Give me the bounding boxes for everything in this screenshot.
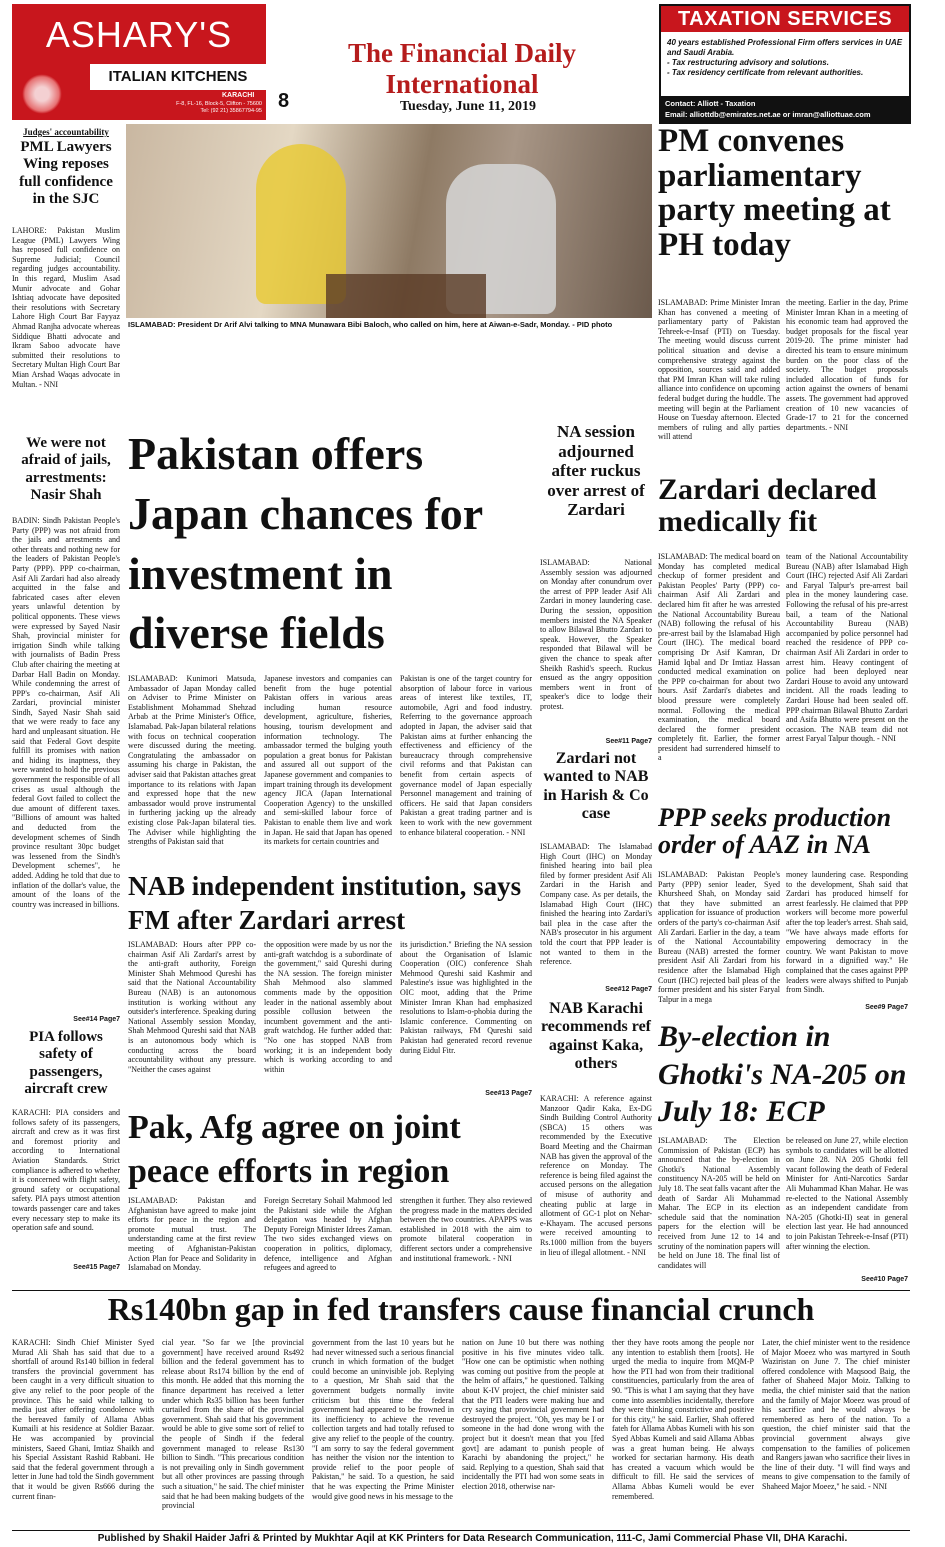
pm-headline: PM convenes parliamentary party meeting at PH today <box>658 124 891 263</box>
ghotki-ref: See#10 Page7 <box>861 1276 908 1283</box>
page-number: 8 <box>278 90 290 112</box>
taxation-title: TAXATION SERVICES <box>661 6 909 32</box>
zardari-fit-col-2: team of the National Accountability Bureau (NAB) after Islamabad High Court (IHC) rejected Asif Ali Zardari and Faryal Talpur's pre-arrest bail plea in the money laundering case. Following the refusal of his pre-arrest bail, a team of the National Accountability Bureau (NAB) accompanied by police personnel had reached the residence of PPP co-chairman Asif Ali Zardari in order to arrest him. Heavy contingent of police had been deployed near Zardari House to avoid any untoward incident. All the roads leading to Zardari House had been sealed off. PPP chairman Bilawal Bhutto Zardari and Asifa Bhutto were present on the occasion. The NAB team did not arrest Faryal Talpur though. - NNI <box>786 552 908 744</box>
ashary-brand: ASHARY'S <box>45 14 233 55</box>
left-column <box>12 127 120 1307</box>
japan-col-1: ISLAMABAD: Kunimori Matsuda, Ambassador of Japan Monday called on Adviser to Prime Minister on Establishment Mohammad Shehzad Arbab at the Prime Minister's Office, Islamabad. Pak-Japan bilateral relations with focus on technical cooperation were discussed during the meeting. Congratulating the ambassador on assuming his charge in Pakistan, the adviser said that Pakistan attaches great importance to its relations with Japan and expressed hope that the new ambassador would prove instrumental in furthering jacking up the already existing close Pak-Japan bilateral ties. The Adviser while highlighting the strengths of Pakistan said that <box>128 674 256 847</box>
zardari-fit-col-1: ISLAMABAD: The medical board on Monday has completed medical checkup of former president and Pakistan Peoples' Party (PPP) co-chairman Asif Ali Zardari and declared him fit after he was arrested the National Accountability Bureau (NAB) following the refusal of his pre-arrest bail by the Islamabad High Court (IHC). The medical board comprising Dr Asif Kamran, Dr Hamid Iqbal and Dr Imtiaz Hassan conducted medical examination on the PPP co-chairman for about two hours. Asif Zardari's diabetes and blood pressure were completely normal. Following the medical examination, the medical board declared the former president completely fit. Earlier, the former president had surrendered himself to a <box>658 552 780 763</box>
taxation-ad <box>659 4 911 124</box>
pak-afg-col-1: ISLAMABAD: Pakistan and Afghanistan have agreed to make joint efforts for peace in the region and promote mutual trust. The understanding came at the first review meeting of Afghanistan-Pakistan Action Plan for Peace and Solidarity in Islamabad on Monday. <box>128 1196 256 1273</box>
nab-karachi-text: KARACHI: A reference against Manzoor Qadir Kaka, Ex-DG Sindh Building Control Authority (SBCA) 15 others was recommended by the Executive Board Meeting and the Chairman NAB has given the approval of the reference on Monday. The reference is being filed against the accused persons on the allegation of misuse of authority and cheating public at large in allotment of GC-1 plot on Nehar-e-Khayam. The accused persons were received amounting to Rs.1000 million from the buyers in lieu of illegal allotment. - NNI <box>540 1094 652 1257</box>
pm-col-1: ISLAMABAD: Prime Minister Imran Khan has convened a meeting of parliamentary party of Pakistan Tehreek-e-Insaf (PTI) on Tuesday. The meeting would discuss current political situation and devise a comprehensive strategy against the opposition, sources said and added that PM Imran Khan will take ruling alliance into confidence on upcoming federal budget during the huddle. The meeting will begin at the Parliament House on Tuesday afternoon. Elected members of ruling and ally parties will attend <box>658 298 780 442</box>
left-ref-3: See#15 Page7 <box>73 1264 120 1271</box>
production-col-1: ISLAMABAD: Pakistan People's Party (PPP) senior leader, Syed Khursheed Shah, on Monday said that they have submitted an application for issuance of production orders of the party's co-chairman Asif Ali Zardari. Earlier in the day, a team of the National Accountability Bureau (NAB) arrested the former president Asif Ali Zardari from his residence after the Islamabad High Court (IHC) rejected bail pleas of the former president and his sister Faryal Talpur in a mega <box>658 870 780 1004</box>
japan-col-2: Japanese investors and companies can benefit from the huge potential Pakistan offers in various areas including human resource development, agriculture, fisheries, housing, tourism development and information technology. The ambassador termed the bulging youth population a great bonus for Pakistan and assured all out support of the Japanese government and companies to impart training through its development agency JICA (Japan International Cooperation Agency) to the unskilled and semi-skilled labour force of Pakistan to enable them live and work in Japan. He said that Japan has opened its markets for certain countries and <box>264 674 392 847</box>
na-text: ISLAMABAD: National Assembly session was adjourned on Monday after conundrum over the arrest of PPP leader Asif Ali Zardari in money laundering case. During the session, opposition members insisted the NA Speaker to allow Bilawal Bhutto Zardari to speak. However, the Speaker responded that Bilawal will be given the chance to speak after Sheikh Rashid's speech. Ruckus ensued as the angry opposition members went in front of speaker's dice to lodge their protest. <box>540 558 652 711</box>
ashary-city: KARACHI <box>222 92 255 99</box>
ghotki-headline: By-election in Ghotki's NA-205 on July 18: ECP <box>658 1020 907 1128</box>
ashary-ad <box>12 4 266 120</box>
ghotki-col-2: be released on June 27, while election symbols to candidates will be allotted on June 28. NA 205 Ghotki fell vacant following the death of Federal Minister for Anti-Narcotics Sardar Ali Muhammad Khan Mahar. He was re-elected to the National Assembly as an independent candidate from NA-205 (Ghotki-II) seat in general election last year. He had announced to join Pakistan Tehreek-e-Insaf (PTI) after winning the election. <box>786 1136 908 1251</box>
harish-ref: See#12 Page7 <box>605 986 652 993</box>
nab-karachi-headline: NAB Karachi recommends ref against Kaka, others <box>540 1000 652 1073</box>
imprint-footer: Published by Shakil Haider Jafri & Printed by Mukhtar Aqil at KK Printers for Data Research Communication, 111-C, Jami Commercial Phase VII, DHA Karachi. <box>97 1533 848 1544</box>
pm-col-2: the meeting. Earlier in the day, Prime Minister Imran Khan in a meeting of his economic team had approved the budget proposals for the fiscal year 2019-20. The prime minister had directed his team to ensure minimum burden on the poor class of the society. The budget proposals included allocation of funds for action against the owners of benami assets. The government had approved creation of 10 new vacancies of Grade-17 to 21 for the concerned departments. - NNI <box>786 298 908 432</box>
na-ref: See#11 Page7 <box>605 738 652 745</box>
crunch-col-6: Later, the chief minister went to the residence of Major Moeez who was martyred in South Waziristan on June 7. The chief minister offered condolence with Maqsood Baig, the father of Shaheed Major Moiz. Talking to media, the chief minister said that the nation and the family of Major Moeez was proud of his sacrifice and he would always be remembered as hero of the nation. To a question, the chief minister said that the provincial government always give compensation to the families of policemen and Rangers jawan who sacrifice their lives in the line of their duty. "I will find ways and means to give compensation to the family of Shaheed Major Moeez," he said. - NNI <box>762 1338 910 1491</box>
ashary-sub: ITALIAN KITCHENS <box>90 64 266 90</box>
left-story-1: LAHORE: Pakistan Muslim League (PML) Lawyers Wing has reposed full confidence on Supreme Judicial; Council regarding judges accountability. In this regard, Muslim Asad Munir advocate and Gohar Ishtiaq advocate have deposited their resolutions with Secretary Lahore High Court Bar Fayyaz Ahmad Ranjha advocate whereas Siddique Bhatti advocate and Ikram Saboo advocate have submitted their resolutions to Secretary Multan High Court Bar Mian Arshad Waqas advocate in Multan. - NNI <box>12 226 120 389</box>
left-story-2: BADIN: Sindh Pakistan People's Party (PPP) was not afraid from the jails and arrestments and other threats and nothing new for the leaders of Pakistan People's Party (PPP). PPP co-chairman, Asif Ali Zardari had also already acquitted in the false and fabricated cases after eleven years unlawful detention by political opponents. These views were expressed by Sayed Nasir Shah, provincial minister for irrigation Sindh while talking with journalists of Badin Press Club after chairing the meeting at Darbar Hall Badin on Monday. While condemning the arrest of PPP's co-chairman, Asif Ali Zardari, provincial minister Sindh, Sayed Nasir Shah said that we were ready to face any hard and unpleasant situation. He said that Federal Govt despite fulfill its promises with nation and hiding its inaptness, they were wanted to hold the previous government the responsible of all crises as usual although the federal Govt failed to collect the due amount of different taxes. "Billions of amount was halted and deducted from the development schemes of Sindh province resultant 30pc budget was lessened from the Sindh's Development schemes", he added. Adding he told that due to inflation of the dollar's value, the amount of the loans of the country was increased in billions. <box>12 516 120 909</box>
japan-col-3: Pakistan is one of the target country for absorption of labour force in various areas of interest like textiles, IT, automobile, Agri and food industry. Referring to the governance approach adopted in Japan, the adviser said that Pakistan aims at further enhancing the effectiveness and efficiency of the bureaucracy through comprehensive civil reforms and that Pakistan can benefit from certain aspects of governance model of Japan especially Personnel management and training of officers. He said that Japan considers Pakistan a great trading partner and is keen to work with the new government to enhance bilateral cooperation. - NNI <box>400 674 532 837</box>
issue-date: Tuesday, June 11, 2019 <box>400 99 537 114</box>
pak-afg-col-2: Foreign Secretary Sohail Mahmood led the Pakistani side while the Afghan delegation was headed by Afghan Deputy Foreign Minister Idrees Zaman. The two sides exchanged views on cooperation in politics, diplomacy, defence, intelligence and Afghan refugees and agreed to <box>264 1196 392 1273</box>
taxation-body: 40 years established Professional Firm offers services in UAE and Saudi Arabia. - Tax restructuring advisory and solutions. - Tax residency certificate from relevant authorities. <box>667 38 903 77</box>
pak-afg-headline: Pak, Afg agree on joint peace efforts in region <box>128 1109 461 1191</box>
ashary-address: F-8, FL-16, Block-5, Clifton - 75600 Tel: (92 21) 35867794-95 <box>176 101 262 114</box>
zardari-fit-headline: Zardari declared medically fit <box>658 474 877 537</box>
photo-desk <box>326 274 486 318</box>
news-photo <box>126 124 652 318</box>
nab-fm-col-3: its jurisdiction." Briefing the NA session about the Organisation of Islamic Cooperation (OIC) conference Shah Mehmood Qureshi said Kashmir and Palestine's issue was highlighted in the OIC moot, adding that the Prime Minister Imran Khan had emphasized resolutions to Islam-o-phobia during the Islamic conference. Commenting on Pakistan railways, FM Qureshi said Pakistan had generated record revenue during Eidul Fitr. <box>400 940 532 1055</box>
crunch-col-4: nation on June 10 but there was nothing positive in his five minutes video talk. "How one can be optimistic when nothing was coming out positive from the people at the helm of affairs," he questioned. Talking about K-IV project, the chief minister said that the PTI leaders were making hue and cry saying that provincial government had destroyed the project. "Oh, yes may be I or someone in the had done wrong with the project but it doesn't mean that you [fed govt] are adamant to punish people of Karachi by abandoning the project," he said. Replying to a question, Shah said that incidentally the PTI had won some seats in election 2018, otherwise nar- <box>462 1338 604 1491</box>
section-rule <box>12 1290 910 1291</box>
crunch-col-1: KARACHI: Sindh Chief Minister Syed Murad Ali Shah has said that due to a shortfall of around Rs140 billion in federal transfers the provincial government has been caught in a very difficult situation to give any relief to the poor people of the province. This he said while talking to media just after offering condolence with the bereaved family of Allama Abbas Kumaili at his residence at Soldier Bazaar. He was accompanied by provincial ministers, Saeed Ghani, Imtiaz Shaikh and his Special Assistant Rashid Rabbani. He said that the federal government through a letter in June had told the Sindh government that it would be given Rs666 during the current finan- <box>12 1338 154 1501</box>
production-ref: See#9 Page7 <box>865 1004 908 1011</box>
nab-fm-ref: See#13 Page7 <box>485 1090 532 1097</box>
harish-headline: Zardari not wanted to NAB in Harish & Co case <box>543 750 649 823</box>
pak-afg-col-3: strengthen it further. They also reviewed the progress made in the matters decided between the two countries. APAPPS was established in 2018 with the aim to promote bilateral cooperation in different sectors under a comprehensive and institutional framework. - NNI <box>400 1196 532 1263</box>
masthead: The Financial Daily International <box>347 38 577 99</box>
japan-headline: Pakistan offers Japan chances for investment in diverse fields <box>128 428 483 659</box>
left-headline-2: We were not afraid of jails, arrestments: Nasir Shah <box>21 435 111 503</box>
nab-fm-col-2: the opposition were made by us nor the anti-graft watchdog is a subordinate of the government," said Qureshi during the NA session. The foreign minister Shah Mehmood also slammed comments made by the opposition leader in the national assembly about possible collusion between the incumbent government and the anti-graft watchdog. He further added that: "No one has stopped NAB from working; it is an independent body which is working according to and within <box>264 940 392 1074</box>
production-col-2: money laundering case. Responding to the development, Shah said that Zardari has produced himself for arrest fearlessly. He claimed that PPP workers will become more powerful after the top leader's arrest. Shah said, "We have always made efforts for empowering democracy in the country. We want Pakistan to move forward in a dignified way." He complained that the cases against PPP leaders were always shifted to Punjab from Sindh. <box>786 870 908 995</box>
left-story-3: KARACHI: PIA considers and follows safety of its passengers, aircraft and crew as it was first and foremost priority and according to International Aviation Standards. Strict compliance is adhered to whether it is concerned with flight safety, ground safety or occupational safety. PIA pays utmost attention towards passenger care and takes every necessary step to make its operation safe and sound. <box>12 1108 120 1233</box>
left-kicker: Judges' accountability <box>23 127 109 137</box>
na-headline: NA session adjourned after ruckus over arrest of Zardari <box>547 422 645 520</box>
nab-fm-headline: NAB independent institution, says FM after Zardari arrest <box>128 871 522 935</box>
crunch-col-2: cial year. "So far we [the provincial government] have received around Rs492 billion and the federal government has to release about Rs174 billion by the end of this month. He added that this morning the finance department has received a letter under which Rs35 billion has been further curtailed from the share of the provincial government. Shah said that his government would be able to give some sort of relief to the people of Sindh if the federal government managed to release Rs130 billion to Sindh. "This precarious condition is not prevailing only in Sindh government but all other provinces are passing through such a situation," he said. The chief minister said that he had been making budgets of the provincial <box>162 1338 304 1511</box>
flower-icon <box>22 74 62 114</box>
crunch-col-3: government from the last 10 years but he had never witnessed such a serious financial crunch in which formation of the budget could become an uninvisible job. Replying to a question, Mr Shah said that the government budgets normally invite criticism but this time the federal government had appeared to be frowned in its inefficiency to achieve the revenue collection targets and had totally refused to give any relief to the people of the country. "I am sorry to say the federal government has neither the vision nor the intention to provide relief to the poor people of Pakistan," he said. To a question, he said that he was expecting the Prime Minister would give good news in his message to the <box>312 1338 454 1501</box>
crunch-headline: Rs140bn gap in fed transfers cause financial crunch <box>107 1292 815 1327</box>
left-headline-3: PIA follows safety of passengers, aircraft crew <box>24 1029 108 1097</box>
harish-text: ISLAMABAD: The Islamabad High Court (IHC) on Monday finished hearing into bail plea filed by former president Asif Ali Zardari in the Harish and Company case. As per details, the Islamabad High Court (IHC) finished the hearing into Zardari's bail plea in the case after the NAB's prosecutor in his argument told the court that PPP leader is not wanted to them in the reference. <box>540 842 652 967</box>
crunch-col-5: ther they have roots among the people nor any intention to establish them [roots]. He urged the media to inquire from MQM-P how the PTI had won from their traditional constituencies, particularly from the area of 90. "This is what I am saying that they have come into assemblies incidentally, therefore they were thinking constrictive and positive for this city," he said. Earlier, Shah offered fateh for Allama Abbas Kumeli with his son Syed Abbas Kumeli and said Allama Abbas was a great human being. He always worked for sectarian harmony. His death has created a vacuum which would be difficult to fill. He said the services of Allama Abbas Kumeli would be ever remembered. <box>612 1338 754 1501</box>
left-headline-1: PML Lawyers Wing reposes full confidence in the SJC <box>19 139 113 207</box>
ghotki-col-1: ISLAMABAD: The Election Commission of Pakistan (ECP) has announced that the by-election in Ghotki's National Assembly constituency NA-205 will be held on July 18. The seat falls vacant after the death of Sardar Ali Muhammad Mahar. The ECP in its election schedule said that the nomination papers for the election will be received from June 12 to 14 and scrutiny of the nomination papers will be held on June 18. The final list of candidates will <box>658 1136 780 1270</box>
photo-caption: ISLAMABAD: President Dr Arif Alvi talking to MNA Munawara Bibi Baloch, who called on him, here at Aiwan-e-Sadr, Monday. - PID photo <box>128 320 613 329</box>
nab-fm-col-1: ISLAMABAD: Hours after PPP co-chairman Asif Ali Zardari's arrest by the anti-graft authority, Foreign Minister Shah Mehmood Qureshi has said that the National Accountability Bureau (NAB) is an autonomous institution is working without any outsider's interference. Speaking during National Assembly session Monday, Shah Mehmood Qureshi said that NAB is an autonomous body which is conducting across the board accountability without any pressure. "Neither the cases against <box>128 940 256 1074</box>
production-headline: PPP seeks production order of AAZ in NA <box>658 804 892 859</box>
left-ref-2: See#14 Page7 <box>73 1016 120 1023</box>
taxation-contact: Contact: Alliott - Taxation Email: alliottdb@emirates.net.ae or imran@alliottuae.com <box>661 96 909 122</box>
